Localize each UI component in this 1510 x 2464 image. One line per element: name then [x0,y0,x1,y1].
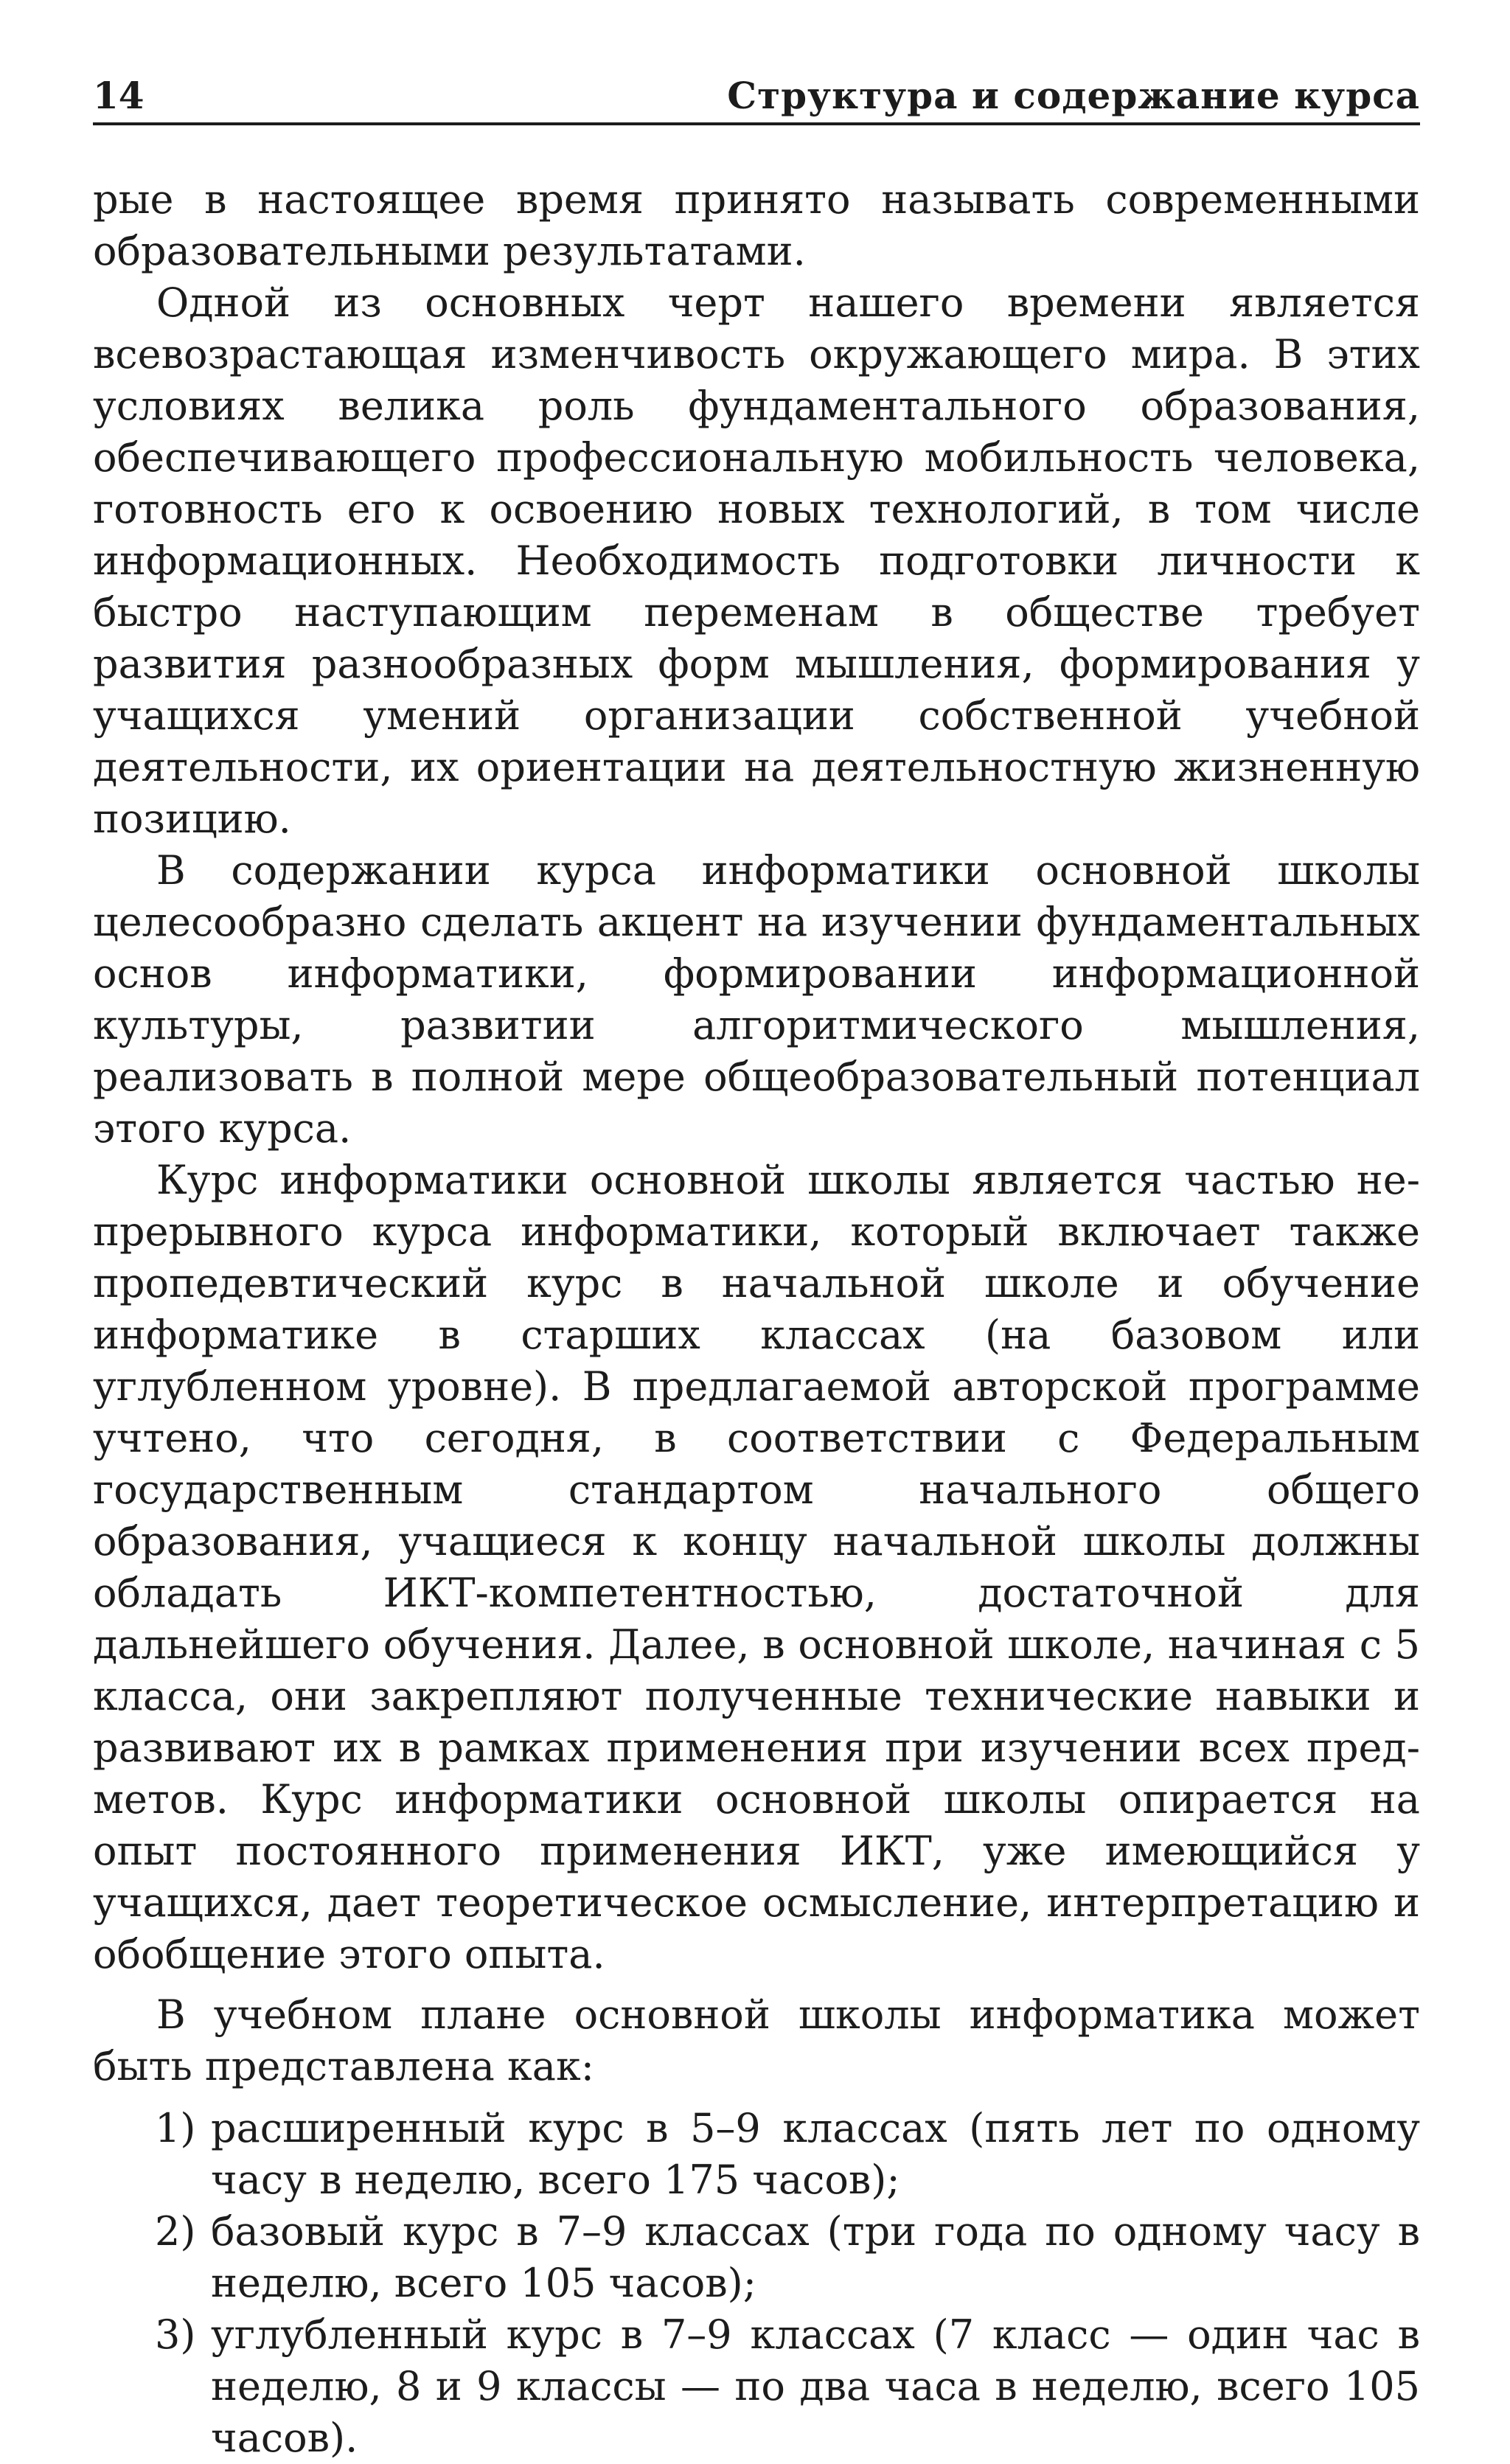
list-item-text: базовый курс в 7–9 классах (три года по одному часу в неделю, всего 105 часов); [211,2208,1420,2306]
paragraph: Курс информатики основной школы является частью непрерывного курса информатики, который включает также пропедевтический курс в начальной школе и обучение информатике в старших классах (на базовом или углубленном уровне). В предлагаемой авторской программе учтено, что сегодня, в соответствии с Федеральным государственным стандартом начального общего образования, учащиеся к концу начальной школы должны обладать ИКТ-компетентностью, достаточной для дальнейшего обучения. Далее, в основной школе, начиная с 5 класса, они закрепляют полученные технические навыки и развивают их в рамках применения при изучении всех предметов. Курс информатики основной школы опирается на опыт постоянного применения ИКТ, уже имеющийся у учащихся, дает теоретическое осмысление, интерпретацию и обобщение этого опыта. [93,1157,1420,1977]
list-item-number: 2) [155,2208,196,2255]
paragraph: В содержании курса информатики основной школы целесообразно сделать акцент на изучении фундаментальных основ информатики, формировании информационной культуры, развитии алгоритмического мышления, реализовать в полной мере общеобразовательный потенциал этого курса. [93,847,1420,1152]
list-item-text: углубленный курс в 7–9 классах (7 класс — один час в неделю, 8 и 9 классы — по два часа в неделю, всего 105 часов). [211,2311,1420,2461]
list-item [93,2103,1420,2206]
page-number: 14 [93,74,145,117]
paragraph: В учебном плане основной школы информатика может быть представлена как: [93,1991,1420,2089]
list-item-number: 1) [155,2105,196,2151]
paragraph: Одной из основных черт нашего времени является всевозрастающая изменчивость окружающего мира. В этих условиях велика роль фундаментального образования, обеспечивающего профессиональную мобильность человека, готовность его к освоению новых технологий, в том числе информационных. Необходимость подготовки личности к быстро наступающим переменам в обществе требует развития разнообразных форм мышления, формирования у учащихся умений организации собственной учебной деятельности, их ориентации на деятельностную жизненную позицию. [93,279,1420,842]
body-text [93,174,1420,2464]
list-item [93,2206,1420,2309]
paragraph-continuation: рые в настоящее время принято называть современными образовательными результатами. [93,176,1420,274]
numbered-list [93,2103,1420,2464]
list-item-text: расширенный курс в 5–9 классах (пять лет по одному часу в неделю, всего 175 часов); [211,2105,1420,2203]
list-item [93,2309,1420,2464]
running-header [93,74,1420,125]
running-title: Структура и содержание курса [727,74,1420,117]
book-page [93,74,1420,2464]
list-item-number: 3) [155,2311,196,2358]
